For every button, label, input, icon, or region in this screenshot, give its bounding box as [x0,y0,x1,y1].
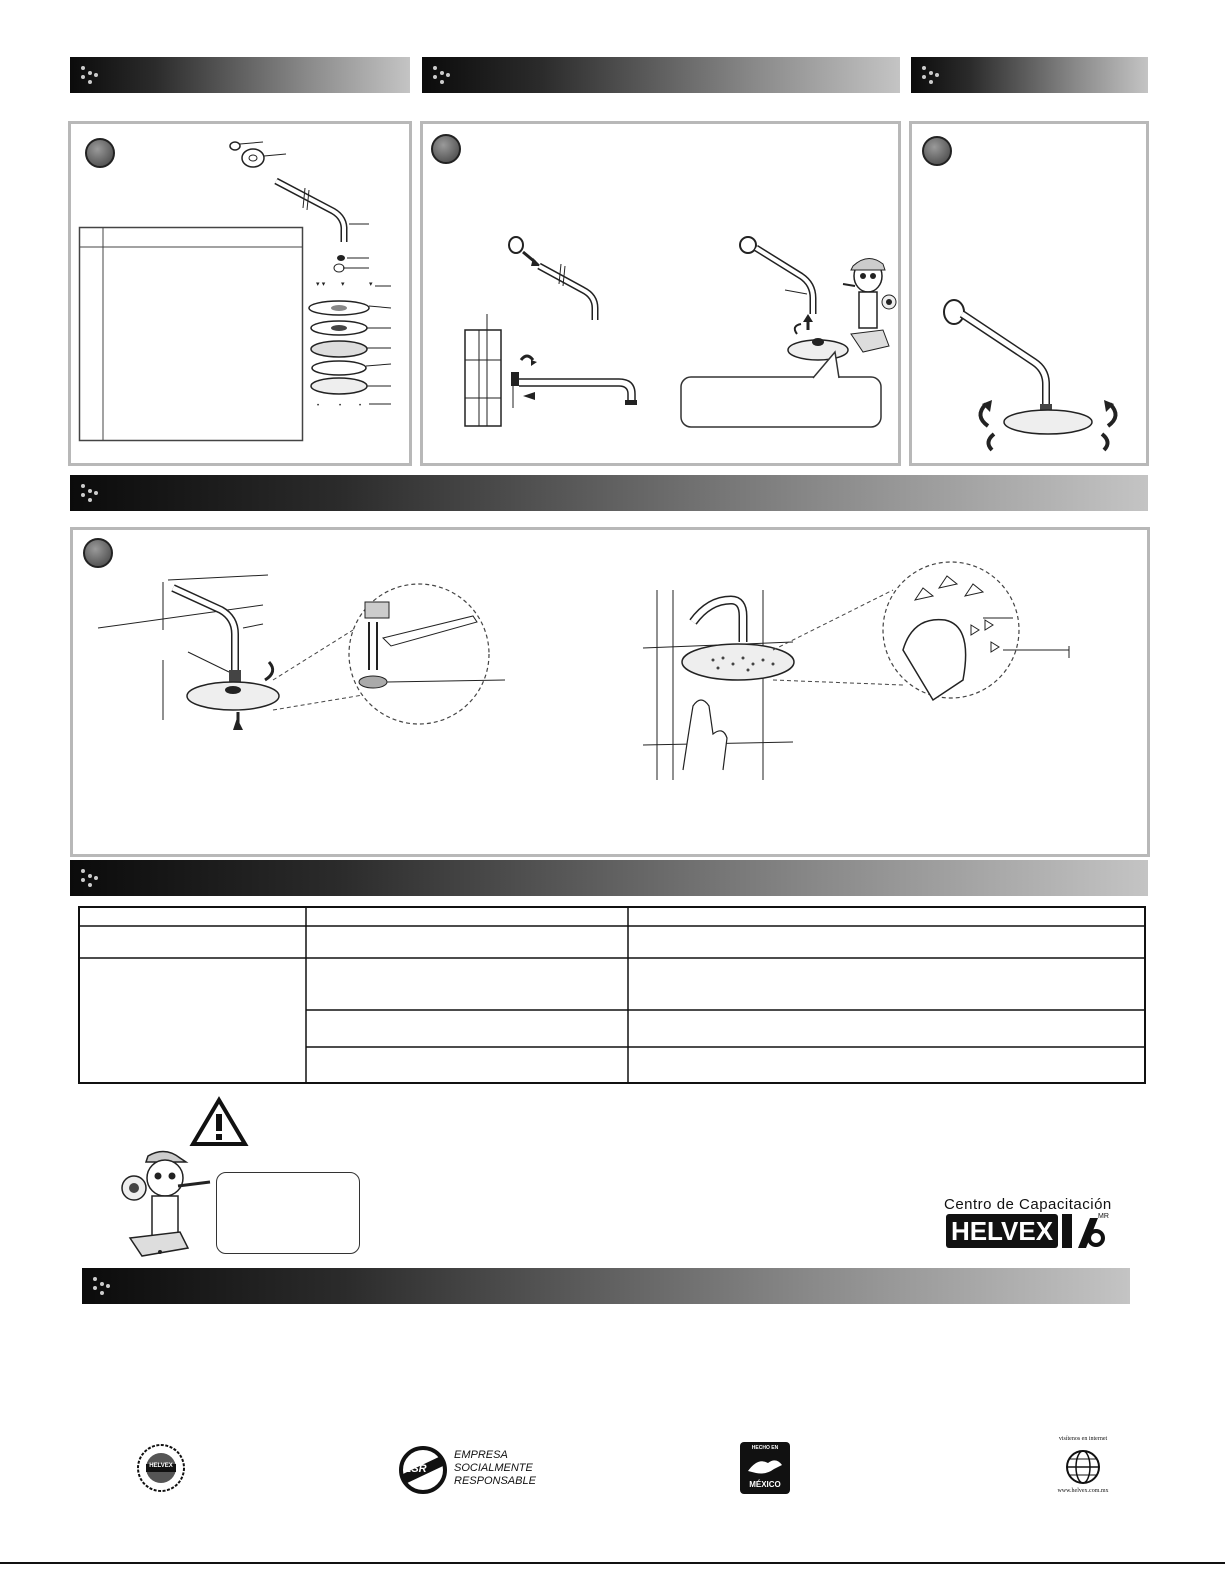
section-header-warranty [82,1268,1130,1304]
esr-line-2: SOCIALMENTE [454,1462,533,1474]
esr-line-3: RESPONSABLE [454,1475,536,1487]
esr-badge-text: ESR [404,1463,427,1475]
warning-triangle-icon [190,1097,248,1147]
svg-text:•: • [359,403,362,409]
plumber-mascot-icon [110,1148,210,1258]
esr-line-1: EMPRESA [454,1449,508,1461]
training-center-label: Centro de Capacitación [944,1196,1112,1213]
eagle-icon [746,1455,784,1477]
exploded-parts-drawing [221,136,401,411]
dots-arrow-icon [921,65,939,85]
made-in-mexico-logo [740,1442,790,1494]
made-in-top-text: HECHO EN [751,1445,779,1451]
brand-name: HELVEX [950,1216,1054,1246]
svg-text:▾: ▾ [369,280,373,288]
helvex-logo [946,1214,1058,1248]
step-circle [85,138,115,168]
made-in-bottom-text: MÉXICO [749,1480,781,1489]
svg-text:▾: ▾ [341,280,345,288]
section-header-installation [422,57,900,93]
troubleshooting-table [78,906,1158,1082]
dots-arrow-icon [80,483,98,503]
seal-brand-text: HELVEX [149,1463,173,1469]
page-bottom-rule [0,1562,1225,1564]
parts-panel [68,121,412,466]
web-globe-logo [1050,1434,1116,1500]
installation-panel [420,121,901,466]
esr-logo [396,1445,536,1495]
plumber-mascot-icon [843,258,896,352]
dots-arrow-icon [92,1276,110,1296]
adjustment-drawing [912,124,1152,464]
dots-arrow-icon [432,65,450,85]
web-bottom-text: www.helvex.com.mx [1057,1488,1109,1494]
dots-arrow-icon [80,868,98,888]
installation-drawing [423,124,903,464]
web-top-text: visítenos en internet [1058,1436,1108,1442]
dots-arrow-icon [80,65,98,85]
quality-seal-logo [136,1443,186,1493]
svg-text:•: • [317,403,320,409]
maintenance-panel [70,527,1150,857]
svg-text:▾ ▾: ▾ ▾ [316,280,326,288]
section-header-maintenance [70,475,1148,511]
adjustment-panel [909,121,1149,466]
registered-mark: MR [1098,1213,1109,1220]
warning-speech-bubble [216,1172,360,1254]
section-header-adjustment [911,57,1148,93]
maintenance-drawing [73,530,1151,855]
svg-text:•: • [339,403,342,409]
section-header-troubleshooting [70,860,1148,896]
section-header-parts [70,57,410,93]
